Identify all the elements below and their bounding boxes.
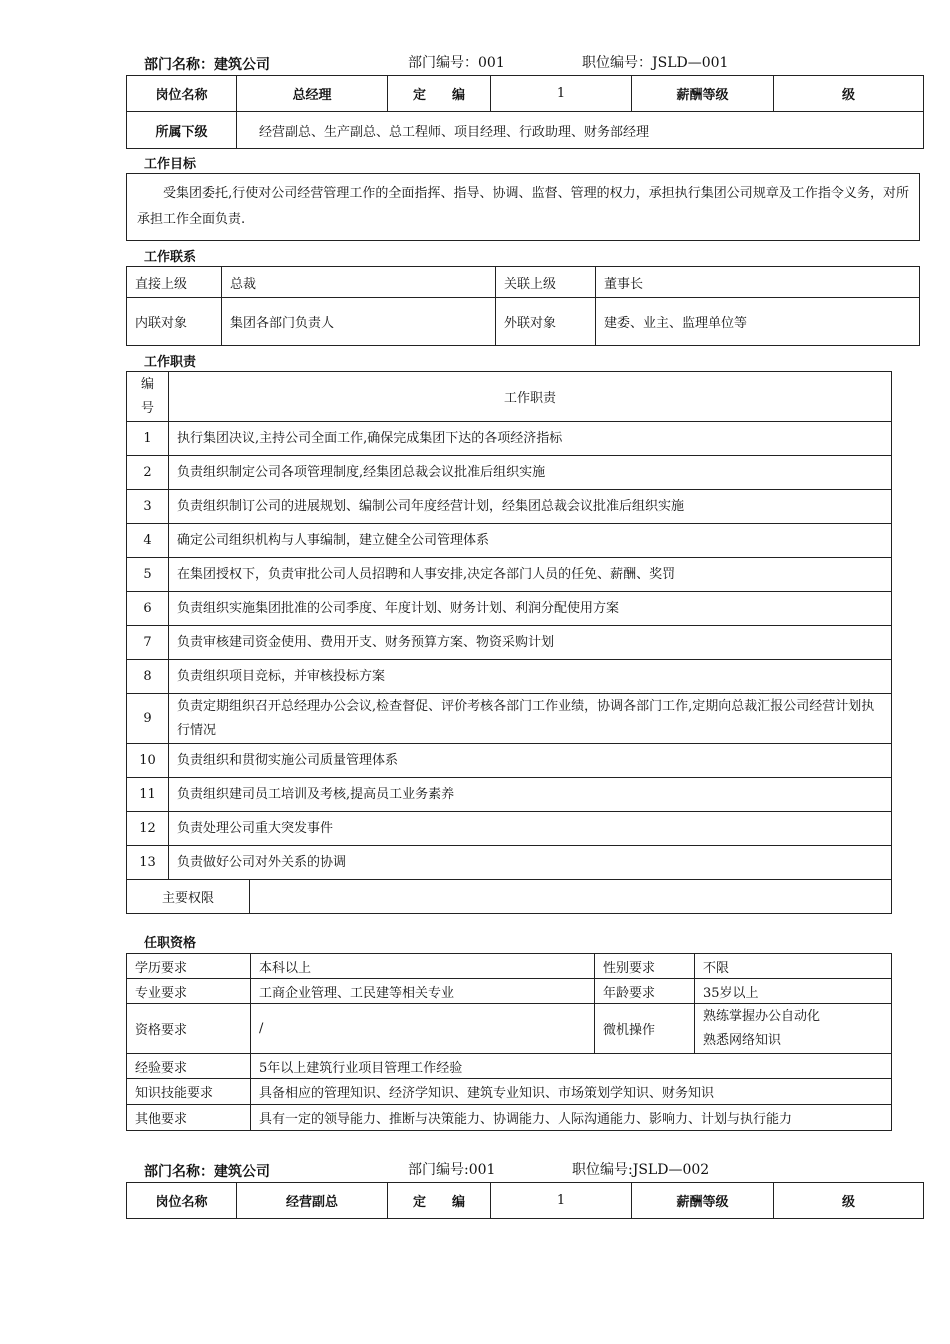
duty-row [127,524,892,558]
post-title-label-2: 岗位名称 [127,1183,237,1219]
salary-grade-label-2: 薪酬等级 [632,1183,774,1219]
qualification-table [126,953,892,1131]
other-requirements-value: 具有一定的领导能力、推断与决策能力、协调能力、人际沟通能力、影响力、计划与执行能力 [251,1105,892,1131]
major-label: 专业要求 [127,979,251,1004]
dept-name-label: 部门名称：建筑公司 [144,57,270,73]
dept-name-label-2: 部门名称：建筑公司 [144,1164,270,1180]
computer-skill-value: 熟练掌握办公自动化 熟悉网络知识 [695,1004,892,1054]
duty-row [127,812,892,846]
duty-number: 1 [127,422,169,456]
direct-superior-label: 直接上级 [127,267,222,298]
qualification-heading: 任职资格 [144,936,197,951]
post-info-table [126,75,924,149]
external-contacts-value: 建委、业主、监理单位等 [596,298,920,346]
duty-number: 10 [127,744,169,778]
duty-text: 负责组织制定公司各项管理制度,经集团总裁会议批准后组织实施 [169,456,892,490]
age-label: 年龄要求 [595,979,695,1004]
duty-text: 确定公司组织机构与人事编制，建立健全公司管理体系 [169,524,892,558]
goal-text: 受集团委托,行使对公司经营管理工作的全面指挥、指导、协调、监督、管理的权力，承担执行集团公司规章及工作指令义务，对所承担工作全面负责. [127,174,920,241]
duty-text: 负责做好公司对外关系的协调 [169,846,892,880]
duty-number: 9 [127,694,169,744]
duty-row [127,626,892,660]
duty-text: 负责组织实施集团批准的公司季度、年度计划、财务计划、利润分配使用方案 [169,592,892,626]
duty-text: 负责组织和贯彻实施公司质量管理体系 [169,744,892,778]
goal-heading: 工作目标 [144,157,197,172]
post-title-label: 岗位名称 [127,76,237,112]
related-superior-label: 关联上级 [496,267,596,298]
duty-row [127,490,892,524]
duty-text: 负责审核建司资金使用、费用开支、财务预算方案、物资采购计划 [169,626,892,660]
knowledge-skill-label: 知识技能要求 [127,1079,251,1105]
duty-number: 12 [127,812,169,846]
salary-grade-value: 级 [774,76,924,112]
direct-superior-value: 总裁 [222,267,496,298]
subordinates-value: 经营副总、生产副总、总工程师、项目经理、行政助理、财务部经理 [237,112,924,149]
external-contacts-label: 外联对象 [496,298,596,346]
duty-number: 4 [127,524,169,558]
post-info-table-2 [126,1182,924,1219]
duty-text: 负责处理公司重大突发事件 [169,812,892,846]
computer-skill-label: 微机操作 [595,1004,695,1054]
duty-row [127,422,892,456]
duty-row [127,846,892,880]
subordinates-label: 所属下级 [127,112,237,149]
duty-text: 负责组织项目竞标，并审核投标方案 [169,660,892,694]
certification-value: / [251,1004,595,1054]
duty-text: 负责组织建司员工培训及考核,提高员工业务素养 [169,778,892,812]
internal-contacts-value: 集团各部门负责人 [222,298,496,346]
age-value: 35岁以上 [695,979,892,1004]
quota-label: 定 编 [388,76,491,112]
duty-number: 2 [127,456,169,490]
duties-number-header: 编 号 [127,372,169,422]
duties-table [126,371,892,914]
related-superior-value: 董事长 [596,267,920,298]
duty-text: 负责组织制订公司的进展规划、编制公司年度经营计划，经集团总裁会议批准后组织实施 [169,490,892,524]
dept-number-2: 部门编号:001 [408,1162,496,1178]
duty-number: 13 [127,846,169,880]
post-title-value-2: 经营副总 [237,1183,388,1219]
salary-grade-value-2: 级 [774,1183,924,1219]
duty-row [127,744,892,778]
quota-value: 1 [491,76,632,112]
position-number: 职位编号：JSLD—001 [582,55,729,71]
quota-value-2: 1 [491,1183,632,1219]
knowledge-skill-value: 具备相应的管理知识、经济学知识、建筑专业知识、市场策划学知识、财务知识 [251,1079,892,1105]
post-title-value: 总经理 [237,76,388,112]
duty-row [127,592,892,626]
experience-label: 经验要求 [127,1054,251,1079]
dept-number: 部门编号：001 [408,55,505,71]
duty-text: 负责定期组织召开总经理办公会议,检查督促、评价考核各部门工作业绩，协调各部门工作,定期向总裁汇报公司经营计划执行情况 [169,694,892,744]
duties-column-header: 工作职责 [169,372,892,422]
duty-number: 6 [127,592,169,626]
other-requirements-label: 其他要求 [127,1105,251,1131]
education-value: 本科以上 [251,954,595,979]
duty-number: 7 [127,626,169,660]
duty-text: 执行集团决议,主持公司全面工作,确保完成集团下达的各项经济指标 [169,422,892,456]
goal-box [126,173,920,241]
major-value: 工商企业管理、工民建等相关专业 [251,979,595,1004]
duty-text: 在集团授权下，负责审批公司人员招聘和人事安排,决定各部门人员的任免、薪酬、奖罚 [169,558,892,592]
relations-heading: 工作联系 [144,250,197,265]
duty-row [127,558,892,592]
relations-table [126,266,920,346]
authority-value [250,880,892,914]
duty-row [127,456,892,490]
salary-grade-label: 薪酬等级 [632,76,774,112]
position-number-2: 职位编号:JSLD—002 [572,1162,710,1178]
authority-label: 主要权限 [127,880,250,914]
duty-number: 3 [127,490,169,524]
duty-number: 8 [127,660,169,694]
internal-contacts-label: 内联对象 [127,298,222,346]
duty-row [127,694,892,744]
experience-value: 5年以上建筑行业项目管理工作经验 [251,1054,892,1079]
gender-label: 性别要求 [595,954,695,979]
duty-number: 11 [127,778,169,812]
quota-label-2: 定 编 [388,1183,491,1219]
education-label: 学历要求 [127,954,251,979]
duties-heading: 工作职责 [144,355,197,370]
duty-number: 5 [127,558,169,592]
duty-row [127,778,892,812]
duty-row [127,660,892,694]
certification-label: 资格要求 [127,1004,251,1054]
gender-value: 不限 [695,954,892,979]
